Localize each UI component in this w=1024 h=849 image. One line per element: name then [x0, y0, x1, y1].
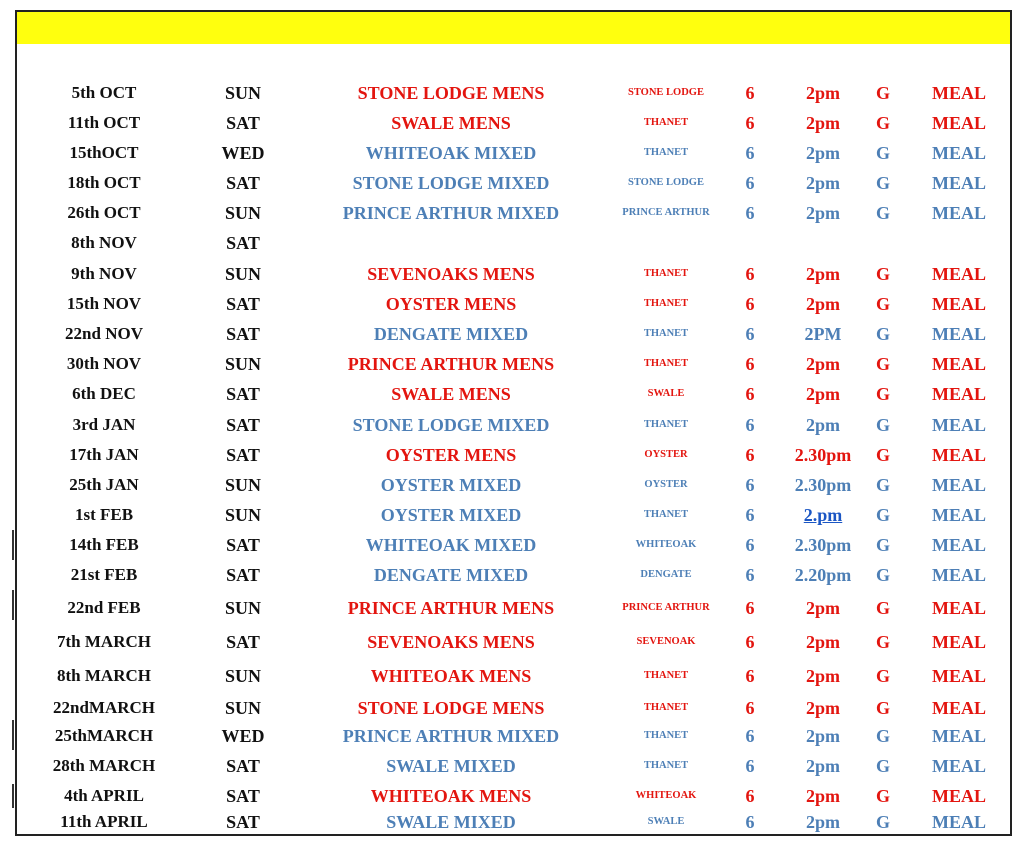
- time-cell: 2pm: [805, 83, 841, 103]
- event-cell: SEVENOAKS MENS: [367, 632, 535, 652]
- table-row: [0, 724, 1024, 748]
- meal-cell: MEAL: [932, 173, 986, 193]
- event-cell: PRINCE ARTHUR MENS: [347, 354, 555, 374]
- event-cell: STONE LODGE MENS: [357, 698, 545, 718]
- time-cell: 2pm: [805, 384, 841, 404]
- day-cell: SAT: [226, 535, 260, 555]
- time-cell: 2pm: [805, 415, 841, 435]
- players-cell: 6: [745, 786, 755, 806]
- venue-cell: THANET: [643, 147, 689, 158]
- time-cell: 2pm: [805, 786, 841, 806]
- date-cell: 11th APRIL: [60, 812, 148, 831]
- table-row: [0, 696, 1024, 720]
- time-cell[interactable]: 2.pm: [803, 505, 843, 525]
- day-cell: SUN: [224, 203, 262, 223]
- g-cell: G: [875, 756, 891, 776]
- date-cell: 22nd FEB: [67, 598, 141, 617]
- time-cell: 2.30pm: [794, 535, 852, 555]
- event-cell: WHITEOAK MIXED: [365, 143, 537, 163]
- table-row: [0, 630, 1024, 654]
- venue-cell: SWALE: [647, 816, 685, 827]
- time-cell: 2.20pm: [794, 565, 852, 585]
- day-cell: SAT: [226, 445, 260, 465]
- border-mark: [12, 530, 14, 560]
- meal-cell: MEAL: [932, 143, 986, 163]
- day-cell: SAT: [226, 565, 260, 585]
- g-cell: G: [875, 203, 891, 223]
- event-cell: STONE LODGE MENS: [357, 83, 545, 103]
- players-cell: 6: [745, 415, 755, 435]
- players-cell: 6: [745, 445, 755, 465]
- table-row: [0, 596, 1024, 620]
- players-cell: 6: [745, 632, 755, 652]
- event-cell: SWALE MIXED: [386, 812, 516, 832]
- day-cell: SUN: [224, 264, 262, 284]
- date-cell: 22ndMARCH: [52, 698, 156, 717]
- date-cell: 9th NOV: [71, 264, 137, 283]
- event-cell: STONE LODGE MIXED: [352, 173, 550, 193]
- time-cell: 2pm: [805, 812, 841, 832]
- g-cell: G: [875, 143, 891, 163]
- time-cell: 2pm: [805, 143, 841, 163]
- g-cell: G: [875, 113, 891, 133]
- day-cell: SAT: [226, 173, 260, 193]
- venue-cell: STONE LODGE: [628, 87, 704, 98]
- venue-cell: SEVENOAK: [636, 636, 696, 647]
- day-cell: SAT: [226, 384, 260, 404]
- event-cell: SWALE MENS: [391, 384, 511, 404]
- event-cell: DENGATE MIXED: [373, 324, 529, 344]
- event-cell: DENGATE MIXED: [373, 565, 529, 585]
- venue-cell: WHITEOAK: [635, 539, 697, 550]
- table-row: [0, 810, 1024, 834]
- meal-cell: MEAL: [932, 324, 986, 344]
- table-row: [0, 171, 1024, 195]
- date-cell: 25th JAN: [69, 475, 139, 494]
- table-row: [0, 784, 1024, 808]
- g-cell: G: [875, 535, 891, 555]
- table-row: [0, 503, 1024, 527]
- day-cell: SUN: [224, 354, 262, 374]
- players-cell: 6: [745, 83, 755, 103]
- day-cell: SUN: [224, 83, 262, 103]
- time-cell: 2pm: [805, 756, 841, 776]
- players-cell: 6: [745, 143, 755, 163]
- g-cell: G: [875, 666, 891, 686]
- g-cell: G: [875, 505, 891, 525]
- event-cell: OYSTER MIXED: [380, 505, 522, 525]
- date-cell: 25thMARCH: [54, 726, 154, 745]
- meal-cell: MEAL: [932, 445, 986, 465]
- day-cell: WED: [221, 143, 265, 163]
- table-row: [0, 262, 1024, 286]
- players-cell: 6: [745, 598, 755, 618]
- venue-cell: THANET: [643, 117, 689, 128]
- time-cell: 2pm: [805, 173, 841, 193]
- table-row: [0, 664, 1024, 688]
- day-cell: SUN: [224, 505, 262, 525]
- day-cell: SAT: [226, 786, 260, 806]
- venue-cell: THANET: [643, 358, 689, 369]
- table-row: [0, 533, 1024, 557]
- time-cell: 2pm: [805, 598, 841, 618]
- g-cell: G: [875, 812, 891, 832]
- day-cell: SAT: [226, 415, 260, 435]
- table-row: [0, 352, 1024, 376]
- g-cell: G: [875, 632, 891, 652]
- g-cell: G: [875, 445, 891, 465]
- table-row: [0, 201, 1024, 225]
- date-cell: 14th FEB: [69, 535, 139, 554]
- venue-cell: THANET: [643, 328, 689, 339]
- event-cell: PRINCE ARTHUR MIXED: [342, 203, 560, 223]
- day-cell: SAT: [226, 233, 260, 253]
- time-cell: 2pm: [805, 698, 841, 718]
- table-row: [0, 141, 1024, 165]
- meal-cell: MEAL: [932, 505, 986, 525]
- g-cell: G: [875, 475, 891, 495]
- day-cell: SUN: [224, 666, 262, 686]
- time-cell: 2pm: [805, 113, 841, 133]
- players-cell: 6: [745, 535, 755, 555]
- meal-cell: MEAL: [932, 666, 986, 686]
- date-cell: 8th MARCH: [57, 666, 151, 685]
- players-cell: 6: [745, 475, 755, 495]
- g-cell: G: [875, 598, 891, 618]
- meal-cell: MEAL: [932, 264, 986, 284]
- event-cell: SEVENOAKS MENS: [367, 264, 535, 284]
- g-cell: G: [875, 565, 891, 585]
- g-cell: G: [875, 264, 891, 284]
- meal-cell: MEAL: [932, 565, 986, 585]
- players-cell: 6: [745, 666, 755, 686]
- date-cell: 18th OCT: [67, 173, 141, 192]
- g-cell: G: [875, 294, 891, 314]
- venue-cell: STONE LODGE: [628, 177, 704, 188]
- event-cell: OYSTER MIXED: [380, 475, 522, 495]
- meal-cell: MEAL: [932, 83, 986, 103]
- date-cell: 11th OCT: [67, 113, 141, 132]
- table-row: [0, 81, 1024, 105]
- date-cell: 30th NOV: [66, 354, 142, 373]
- date-cell: 1st FEB: [74, 505, 134, 524]
- time-cell: 2pm: [805, 666, 841, 686]
- date-cell: 15thOCT: [69, 143, 139, 162]
- venue-cell: PRINCE ARTHUR: [622, 207, 710, 218]
- table-row: [0, 563, 1024, 587]
- meal-cell: MEAL: [932, 786, 986, 806]
- header-banner: [17, 12, 1010, 44]
- players-cell: 6: [745, 698, 755, 718]
- meal-cell: MEAL: [932, 384, 986, 404]
- players-cell: 6: [745, 203, 755, 223]
- meal-cell: MEAL: [932, 354, 986, 374]
- day-cell: WED: [221, 726, 265, 746]
- meal-cell: MEAL: [932, 698, 986, 718]
- event-cell: WHITEOAK MENS: [370, 666, 532, 686]
- g-cell: G: [875, 354, 891, 374]
- venue-cell: THANET: [643, 760, 689, 771]
- time-cell: 2.30pm: [794, 475, 852, 495]
- players-cell: 6: [745, 756, 755, 776]
- meal-cell: MEAL: [932, 632, 986, 652]
- g-cell: G: [875, 698, 891, 718]
- time-cell: 2pm: [805, 632, 841, 652]
- meal-cell: MEAL: [932, 812, 986, 832]
- meal-cell: MEAL: [932, 756, 986, 776]
- g-cell: G: [875, 786, 891, 806]
- day-cell: SAT: [226, 632, 260, 652]
- table-row: [0, 231, 1024, 255]
- date-cell: 8th NOV: [71, 233, 137, 252]
- venue-cell: THANET: [643, 702, 689, 713]
- event-cell: OYSTER MENS: [385, 445, 517, 465]
- g-cell: G: [875, 415, 891, 435]
- g-cell: G: [875, 83, 891, 103]
- venue-cell: THANET: [643, 670, 689, 681]
- border-mark: [12, 720, 14, 750]
- players-cell: 6: [745, 726, 755, 746]
- event-cell: OYSTER MENS: [385, 294, 517, 314]
- players-cell: 6: [745, 324, 755, 344]
- time-cell: 2pm: [805, 264, 841, 284]
- players-cell: 6: [745, 294, 755, 314]
- players-cell: 6: [745, 505, 755, 525]
- venue-cell: DENGATE: [640, 569, 692, 580]
- date-cell: 7th MARCH: [57, 632, 151, 651]
- time-cell: 2pm: [805, 294, 841, 314]
- table-row: [0, 322, 1024, 346]
- event-cell: WHITEOAK MIXED: [365, 535, 537, 555]
- time-cell: 2pm: [805, 203, 841, 223]
- venue-cell: THANET: [643, 419, 689, 430]
- date-cell: 21st FEB: [70, 565, 138, 584]
- g-cell: G: [875, 384, 891, 404]
- time-cell: 2.30pm: [794, 445, 852, 465]
- venue-cell: THANET: [643, 298, 689, 309]
- day-cell: SAT: [226, 756, 260, 776]
- time-cell: 2pm: [805, 726, 841, 746]
- table-row: [0, 443, 1024, 467]
- meal-cell: MEAL: [932, 113, 986, 133]
- border-mark: [12, 590, 14, 620]
- players-cell: 6: [745, 354, 755, 374]
- date-cell: 28th MARCH: [52, 756, 156, 775]
- date-cell: 4th APRIL: [64, 786, 144, 805]
- time-cell: 2pm: [805, 354, 841, 374]
- venue-cell: WHITEOAK: [635, 790, 697, 801]
- day-cell: SAT: [226, 324, 260, 344]
- players-cell: 6: [745, 565, 755, 585]
- venue-cell: OYSTER: [644, 479, 688, 490]
- meal-cell: MEAL: [932, 294, 986, 314]
- table-row: [0, 292, 1024, 316]
- event-cell: WHITEOAK MENS: [370, 786, 532, 806]
- venue-cell: THANET: [643, 730, 689, 741]
- date-cell: 3rd JAN: [72, 415, 136, 434]
- venue-cell: OYSTER: [644, 449, 688, 460]
- date-cell: 5th OCT: [71, 83, 137, 102]
- meal-cell: MEAL: [932, 726, 986, 746]
- g-cell: G: [875, 726, 891, 746]
- day-cell: SAT: [226, 113, 260, 133]
- day-cell: SAT: [226, 812, 260, 832]
- table-row: [0, 111, 1024, 135]
- day-cell: SUN: [224, 475, 262, 495]
- event-cell: STONE LODGE MIXED: [352, 415, 550, 435]
- date-cell: 22nd NOV: [65, 324, 143, 343]
- date-cell: 26th OCT: [67, 203, 141, 222]
- date-cell: 6th DEC: [72, 384, 136, 403]
- players-cell: 6: [745, 384, 755, 404]
- players-cell: 6: [745, 812, 755, 832]
- meal-cell: MEAL: [932, 475, 986, 495]
- table-row: [0, 413, 1024, 437]
- meal-cell: MEAL: [932, 415, 986, 435]
- day-cell: SAT: [226, 294, 260, 314]
- day-cell: SUN: [224, 598, 262, 618]
- table-row: [0, 754, 1024, 778]
- event-cell: SWALE MIXED: [386, 756, 516, 776]
- time-cell: 2PM: [804, 324, 842, 344]
- day-cell: SUN: [224, 698, 262, 718]
- meal-cell: MEAL: [932, 535, 986, 555]
- meal-cell: MEAL: [932, 203, 986, 223]
- date-cell: 15th NOV: [66, 294, 142, 313]
- players-cell: 6: [745, 173, 755, 193]
- venue-cell: PRINCE ARTHUR: [622, 602, 710, 613]
- date-cell: 17th JAN: [69, 445, 139, 464]
- event-cell: SWALE MENS: [391, 113, 511, 133]
- players-cell: 6: [745, 113, 755, 133]
- border-mark: [12, 784, 14, 808]
- table-row: [0, 382, 1024, 406]
- meal-cell: MEAL: [932, 598, 986, 618]
- venue-cell: THANET: [643, 509, 689, 520]
- event-cell: PRINCE ARTHUR MENS: [347, 598, 555, 618]
- table-row: [0, 473, 1024, 497]
- g-cell: G: [875, 324, 891, 344]
- venue-cell: THANET: [643, 268, 689, 279]
- players-cell: 6: [745, 264, 755, 284]
- g-cell: G: [875, 173, 891, 193]
- event-cell: PRINCE ARTHUR MIXED: [342, 726, 560, 746]
- venue-cell: SWALE: [647, 388, 685, 399]
